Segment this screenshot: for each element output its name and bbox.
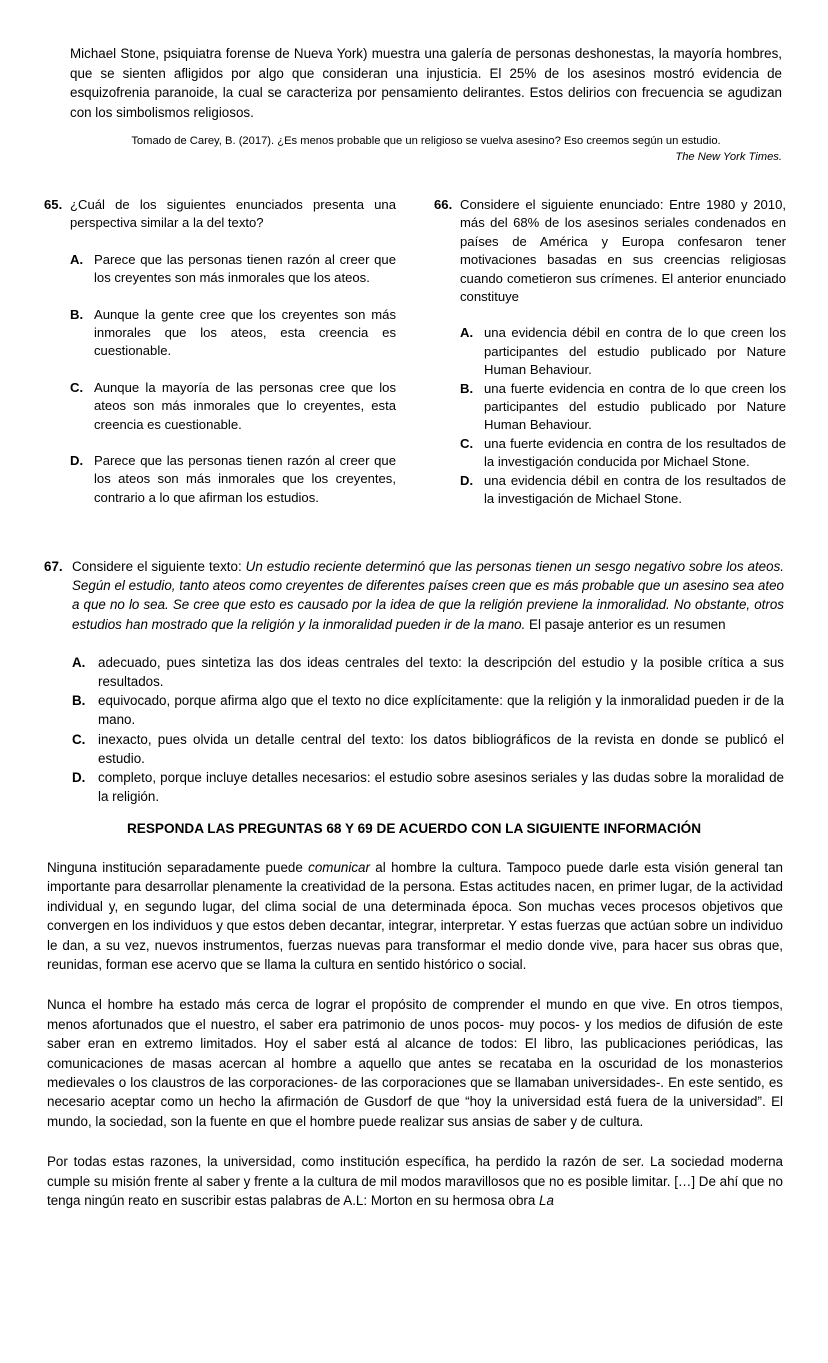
option-letter: A. bbox=[460, 325, 474, 341]
option-letter: C. bbox=[70, 379, 84, 395]
option-text: una evidencia débil en contra de los resultados de la investigación de Michael Stone. bbox=[484, 472, 786, 507]
option-text: Aunque la gente cree que los creyentes son más inmorales que los ateos, esta creencia es cuestionable. bbox=[94, 306, 396, 359]
question-67-option-d[interactable] bbox=[72, 768, 784, 806]
option-text: adecuado, pues sintetiza las dos ideas centrales del texto: la descripción del estudio y la posible crítica a sus resultados. bbox=[98, 654, 784, 690]
option-text: una evidencia débil en contra de lo que creen los participantes del estudio publicado por Nature Human Behaviour. bbox=[484, 325, 786, 378]
question-65-number: 65. bbox=[44, 197, 63, 212]
question-65-block bbox=[44, 196, 396, 509]
question-67-stem-row bbox=[44, 557, 784, 634]
option-letter: B. bbox=[72, 693, 86, 709]
question-66-stem: Considere el siguiente enunciado: Entre 1980 y 2010, más del 68% de los asesinos seriales condenados en países de América y Europa confesaron tener motivaciones basadas en sus creencias religiosas cuando cometieron sus crímenes. El anterior enunciado constituye bbox=[460, 197, 786, 305]
reading-passages bbox=[47, 858, 783, 1211]
source-citation-line-2: The New York Times. bbox=[675, 151, 782, 163]
option-text: inexacto, pues olvida un detalle central del texto: los datos bibliográficos de la revista en donde se publicó el estudio. bbox=[98, 731, 784, 766]
question-67-stem-suffix: El pasaje anterior es un resumen bbox=[525, 616, 726, 632]
question-65-stem-row bbox=[44, 196, 396, 233]
passage-paragraph-2: Nunca el hombre ha estado más cerca de lograr el propósito de comprender el mundo en que vive. En otros tiempos, menos afortunados que el nuestro, el saber era patrimonio de unos pocos- muy pocos- y los medios de difusión de este saber eran en extremo limitados. Hoy el saber está al alcance de todos: El libro, las publicaciones periódicas, las comunicaciones de masas acercan al hombre a aquello que antes se recataba en la oscuridad de los monasterios medievales o los claustros de las corporaciones- de las corporaciones que se llamaban universidades-. En este sentido, es necesario aceptar como un hecho la afirmación de Gusdorf de que “hoy la universidad está fuera de la universidad”. El mundo, la sociedad, son la fuente en que el hombre puede realizar sus ansias de saber y de cultura. bbox=[47, 997, 783, 1129]
source-citation bbox=[70, 133, 782, 165]
question-67-number: 67. bbox=[44, 559, 63, 574]
passage-1-part-a: Ninguna institución separadamente puede bbox=[47, 860, 309, 875]
passage-paragraph-3 bbox=[47, 1152, 783, 1210]
question-67-option-c[interactable] bbox=[72, 730, 784, 768]
question-65-stem: ¿Cuál de los siguientes enunciados presenta una perspectiva similar a la del texto? bbox=[70, 197, 396, 231]
option-text: Parece que las personas tienen razón al creer que los creyentes son más inmorales que los ateos. bbox=[94, 251, 396, 286]
question-66-stem-row bbox=[434, 196, 786, 306]
option-text: Aunque la mayoría de las personas cree que los ateos son más inmorales que lo creyentes, esta creencia es cuestionable. bbox=[94, 379, 396, 432]
question-66-option-a[interactable] bbox=[460, 324, 786, 379]
question-67-options bbox=[72, 653, 784, 807]
question-66-option-b[interactable] bbox=[460, 380, 786, 435]
question-67-option-b[interactable] bbox=[72, 691, 784, 729]
question-65-options bbox=[70, 251, 396, 507]
question-65-option-c[interactable] bbox=[70, 379, 396, 434]
question-67-stem-quote: Un estudio reciente determinó que las personas tienen un sesgo negativo sobre los ateos. Según el estudio, tanto ateos como creyentes de diferentes países creen que es más probable que un asesino sea ateo a que no lo sea. Se cree que esto es causado por la idea de que la religión previene la inmoralidad. No obstante, otros estudios han mostrado que la religión y la inmoralidad pueden ir de la mano. bbox=[72, 559, 784, 632]
question-67-stem-prefix: Considere el siguiente texto: bbox=[72, 559, 246, 574]
option-letter: C. bbox=[460, 435, 474, 451]
question-66-number: 66. bbox=[434, 197, 453, 212]
question-66-option-d[interactable] bbox=[460, 472, 786, 509]
question-65-option-a[interactable] bbox=[70, 251, 396, 288]
passage-3-book-title: La bbox=[539, 1193, 554, 1209]
option-letter: A. bbox=[70, 251, 84, 267]
question-66-options bbox=[460, 324, 786, 508]
passage-3-part-a: Por todas estas razones, la universidad, como institución específica, ha perdido la razón de ser. La sociedad moderna cumple su misión frente al saber y frente a la cultura de mil modos maravillosos que no es posible limitar. […] De ahí que no tenga ningún reato en suscribir estas palabras de A.L: Morton en su hermosa obra bbox=[47, 1154, 783, 1209]
question-65-option-b[interactable] bbox=[70, 306, 396, 361]
option-letter: D. bbox=[70, 453, 84, 469]
option-text: equivocado, porque afirma algo que el texto no dice explícitamente: que la religión y la inmoralidad pueden ir de la mano. bbox=[98, 693, 784, 728]
passage-1-part-b: al hombre la cultura. Tampoco puede darle esta visión general tan importante para desarrollar plenamente la creatividad de la persona. Estas actitudes nacen, en primer lugar, de la actividad individual y, en segundo lugar, del clima social de una determinada época. Son muchas veces procesos objetivos que convergen en los individuos y que estos deben decantar, integrar, interpretar. Y estas fuerzas que actúan sobre un individuo le dan, a su vez, nuevos instrumentos, fuerzas nuevas para transformar el medio donde vive, para hacer sus obras que, reunidas, forman ese acervo que se llama la cultura en sentido histórico o social. bbox=[47, 860, 783, 973]
option-letter: D. bbox=[460, 472, 474, 488]
option-text: una fuerte evidencia en contra de lo que creen los participantes del estudio publicado por Nature Human Behaviour. bbox=[484, 380, 786, 433]
option-text: Parece que las personas tienen razón al creer que los ateos son más inmorales que los creyentes, contrario a lo que afirman los estudios. bbox=[94, 453, 396, 505]
passage-paragraph-1 bbox=[47, 858, 783, 974]
source-citation-line-1: Tomado de Carey, B. (2017). ¿Es menos probable que un religioso se vuelva asesino? Eso creemos según un estudio. bbox=[131, 135, 721, 147]
question-67-block bbox=[44, 557, 784, 806]
option-letter: D. bbox=[72, 770, 86, 786]
option-text: completo, porque incluye detalles necesarios: el estudio sobre asesinos seriales y las dudas sobre la moralidad de la religión. bbox=[98, 770, 784, 805]
passage-1-emphasis: comunicar bbox=[308, 860, 370, 875]
option-letter: B. bbox=[70, 306, 84, 322]
question-67-option-a[interactable] bbox=[72, 653, 784, 691]
question-66-block bbox=[434, 196, 786, 509]
option-letter: B. bbox=[460, 380, 474, 396]
option-text: una fuerte evidencia en contra de los resultados de la investigación conducida por Michael Stone. bbox=[484, 435, 786, 470]
question-67-stem bbox=[72, 557, 784, 634]
question-65-option-d[interactable] bbox=[70, 452, 396, 507]
section-banner-heading: RESPONDA LAS PREGUNTAS 68 Y 69 DE ACUERDO CON LA SIGUIENTE INFORMACIÓN bbox=[126, 821, 702, 836]
intro-paragraph: Michael Stone, psiquiatra forense de Nueva York) muestra una galería de personas deshonestas, la mayoría hombres, que se sienten afligidos por algo que consideran una injusticia. El 25% de los asesinos mostró evidencia de esquizofrenia paranoide, la cual se caracteriza por pensamiento delirantes. Estos delirios con frecuencia se agudizan con los simbolismos religiosos. bbox=[70, 46, 782, 120]
option-letter: A. bbox=[72, 654, 86, 670]
option-letter: C. bbox=[72, 731, 86, 747]
two-column-questions bbox=[44, 196, 786, 509]
intro-passage-block bbox=[70, 44, 782, 122]
question-66-option-c[interactable] bbox=[460, 435, 786, 472]
